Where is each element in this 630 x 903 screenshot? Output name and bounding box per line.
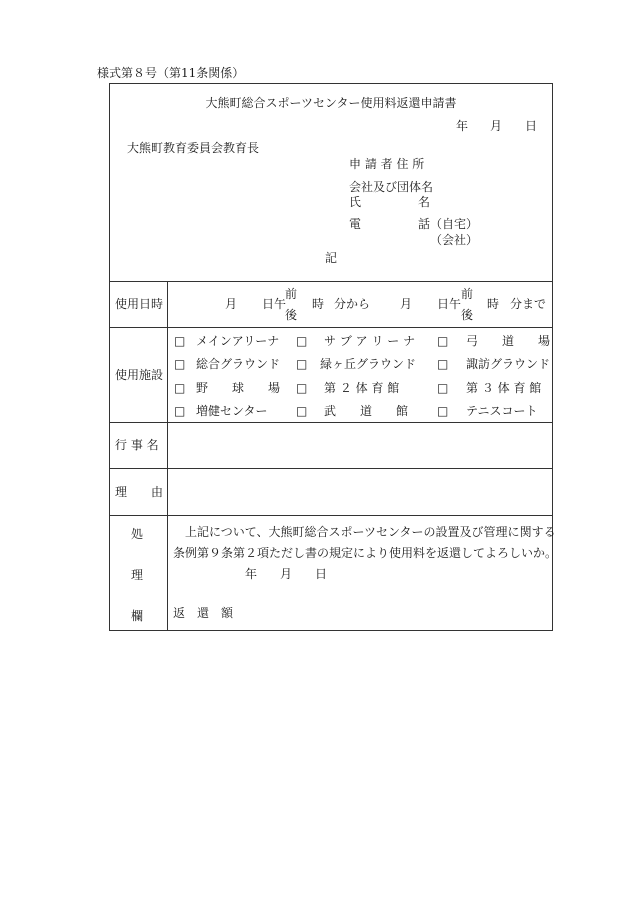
checkbox-facility-4[interactable]: □	[296, 357, 308, 371]
header-date-month: 月	[490, 119, 503, 133]
start-gozen-1: 前	[285, 287, 298, 301]
checkbox-facility-9[interactable]: □	[174, 404, 186, 418]
checkbox-facility-11[interactable]: □	[437, 404, 449, 418]
facility-label-8: 第 ３ 体 育 館	[466, 381, 542, 395]
start-month: 月	[225, 297, 238, 311]
start-hour: 時	[312, 297, 325, 311]
processing-date-day: 日	[315, 567, 328, 581]
applicant-name-label-1: 氏	[349, 195, 362, 209]
facility-label-9: 増健センター	[196, 404, 268, 418]
addressee: 大熊町教育委員会教育長	[127, 141, 260, 155]
phone-office: （会社）	[430, 233, 479, 247]
divider-header	[109, 281, 553, 282]
end-day: 日	[437, 297, 450, 311]
applicant-name-label-2: 名	[418, 195, 431, 209]
applicant-address-label: 申 請 者 住 所	[349, 157, 425, 171]
processing-label-1: 処	[131, 527, 144, 541]
checkbox-facility-8[interactable]: □	[437, 381, 449, 395]
form-number: 様式第８号（第11条関係）	[97, 66, 245, 80]
facility-label-5: 諏訪グラウンド	[466, 357, 551, 371]
applicant-phone-label-2: 話	[418, 217, 431, 231]
divider-datetime	[109, 327, 553, 328]
checkbox-facility-3[interactable]: □	[174, 357, 186, 371]
checkbox-facility-10[interactable]: □	[296, 404, 308, 418]
processing-label-2: 理	[131, 568, 144, 582]
event-name-label: 行 事 名	[115, 438, 159, 452]
divider-facilities	[109, 422, 553, 423]
checkbox-facility-7[interactable]: □	[296, 381, 308, 395]
facility-label-2: 弓 道 場	[466, 334, 551, 348]
refund-amount-label: 返 還 額	[173, 606, 234, 620]
facility-label-3: 総合グラウンド	[196, 357, 281, 371]
end-gozen-1: 前	[461, 287, 474, 301]
ki-mark: 記	[325, 251, 338, 265]
processing-text-line2: 条例第９条第２項ただし書の規定により使用料を返還してよろしいか。	[173, 546, 558, 560]
facility-label-11: テニスコート	[466, 404, 538, 418]
facility-label-6: 野 球 場	[196, 381, 281, 395]
processing-date-year: 年	[245, 567, 258, 581]
facility-label-0: メインアリーナ	[196, 334, 280, 348]
processing-date-month: 月	[280, 567, 293, 581]
form-title: 大熊町総合スポーツセンター使用料返還申請書	[205, 96, 457, 110]
start-from: 分から	[334, 297, 371, 311]
processing-text-line1: 上記について、大熊町総合スポーツセンターの設置及び管理に関する	[185, 525, 556, 539]
facility-label-7: 第 ２ 体 育 館	[324, 381, 400, 395]
end-to: 分まで	[510, 297, 547, 311]
header-date-year: 年	[456, 119, 469, 133]
start-gozen-2: 午	[274, 297, 287, 311]
end-month: 月	[400, 297, 413, 311]
applicant-org-label: 会社及び団体名	[349, 180, 434, 194]
usage-datetime-label: 使用日時	[115, 297, 164, 311]
applicant-phone-label-1: 電	[349, 217, 362, 231]
end-gozen-2: 午	[449, 297, 462, 311]
facility-label-1: サ ブ ア リ ー ナ	[324, 334, 416, 348]
facilities-label: 使用施設	[115, 368, 164, 382]
divider-event	[109, 468, 553, 469]
checkbox-facility-0[interactable]: □	[174, 334, 186, 348]
phone-home: （自宅）	[430, 217, 479, 231]
end-hour: 時	[487, 297, 500, 311]
checkbox-facility-6[interactable]: □	[174, 381, 186, 395]
reason-label: 理 由	[115, 485, 164, 499]
start-day: 日	[262, 297, 275, 311]
checkbox-facility-1[interactable]: □	[296, 334, 308, 348]
label-column-divider	[167, 281, 168, 631]
end-gogo: 後	[461, 308, 474, 322]
checkbox-facility-5[interactable]: □	[437, 357, 449, 371]
processing-label-3: 欄	[131, 609, 144, 623]
checkbox-facility-2[interactable]: □	[437, 334, 449, 348]
header-date-day: 日	[525, 119, 538, 133]
divider-reason	[109, 515, 553, 516]
facility-label-4: 緑ヶ丘グラウンド	[320, 357, 417, 371]
facility-label-10: 武 道 館	[324, 404, 409, 418]
start-gogo: 後	[285, 308, 298, 322]
